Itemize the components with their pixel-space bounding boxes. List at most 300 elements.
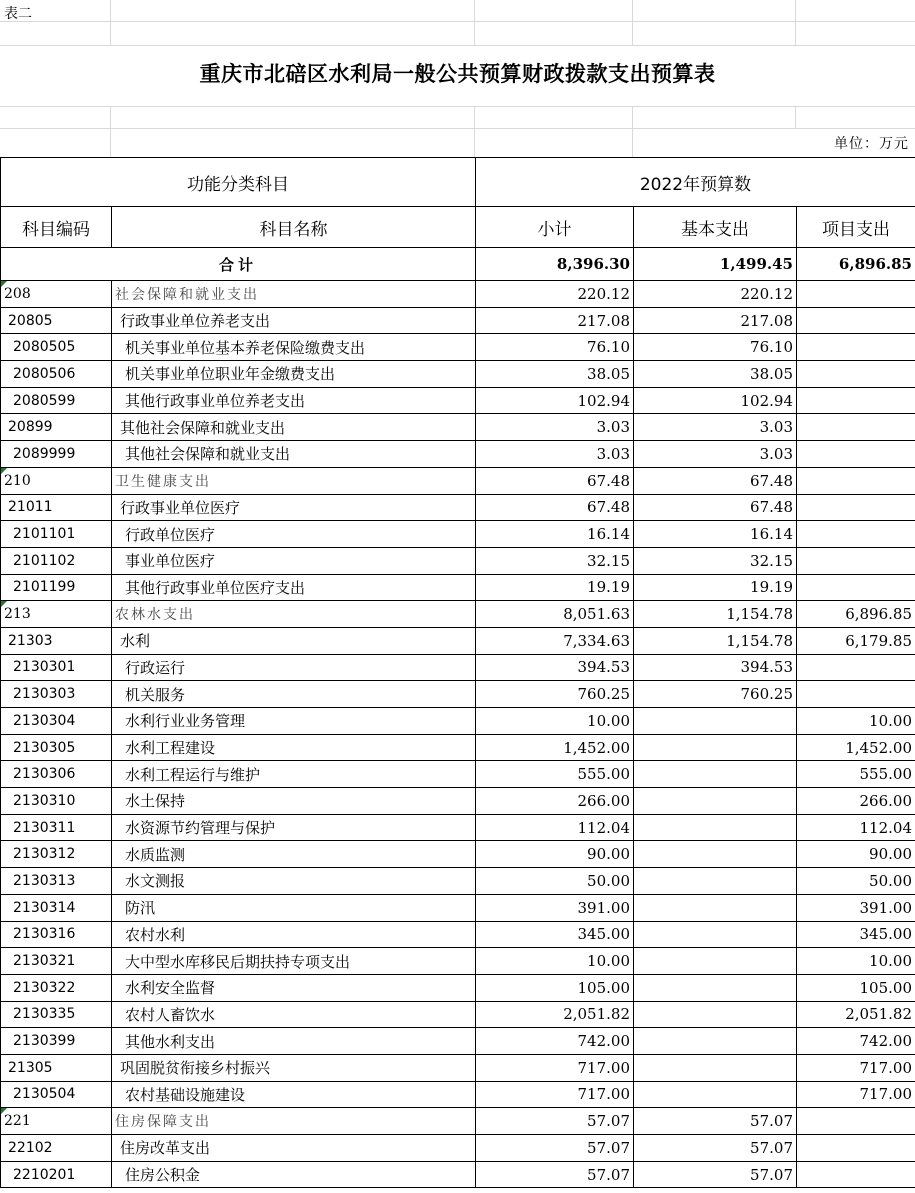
row-basic xyxy=(634,761,797,788)
row-project-text: 391.00 xyxy=(859,898,912,917)
row-project xyxy=(797,734,915,761)
row-name xyxy=(112,948,476,975)
row-code-text: 2101199 xyxy=(13,579,76,596)
row-name xyxy=(112,441,476,468)
row-subtotal xyxy=(476,494,634,521)
row-name xyxy=(112,387,476,414)
row-code xyxy=(1,1161,112,1188)
row-code-text: 2130310 xyxy=(13,792,76,809)
table-row xyxy=(1,547,915,574)
row-subtotal-text: 717.00 xyxy=(577,1058,630,1077)
row-code-text: 2130316 xyxy=(13,926,76,943)
row-name xyxy=(112,1054,476,1081)
row-name-text: 农村人畜饮水 xyxy=(125,1005,216,1024)
row-name xyxy=(112,494,476,521)
table-row xyxy=(1,361,915,388)
row-code xyxy=(1,868,112,895)
row-code-text: 2089999 xyxy=(13,445,76,462)
grid-line xyxy=(795,106,796,128)
row-code xyxy=(1,708,112,735)
table-row xyxy=(1,467,915,494)
table-row xyxy=(1,734,915,761)
total-project: 6,896.85 xyxy=(797,248,915,281)
row-subtotal xyxy=(476,467,634,494)
row-subtotal-text: 717.00 xyxy=(577,1085,630,1104)
row-name xyxy=(112,627,476,654)
row-name xyxy=(112,281,476,308)
grid-line xyxy=(795,0,796,45)
grid-line xyxy=(632,106,633,158)
grid-line xyxy=(0,106,915,107)
row-name xyxy=(112,1028,476,1055)
row-name xyxy=(112,1081,476,1108)
row-subtotal-text: 220.12 xyxy=(577,284,630,303)
row-project-text: 2,051.82 xyxy=(845,1005,912,1024)
row-project xyxy=(797,1161,915,1188)
row-project xyxy=(797,627,915,654)
row-basic xyxy=(634,868,797,895)
row-project-text: 90.00 xyxy=(869,845,912,864)
row-code-text: 22102 xyxy=(8,1139,53,1156)
row-name-text: 水利行业业务管理 xyxy=(125,712,246,731)
row-subtotal xyxy=(476,708,634,735)
row-subtotal-text: 266.00 xyxy=(577,791,630,810)
row-project xyxy=(797,921,915,948)
budget-table xyxy=(0,157,915,1188)
row-code xyxy=(1,601,112,628)
row-name xyxy=(112,574,476,601)
row-name xyxy=(112,708,476,735)
row-basic-text: 16.14 xyxy=(750,525,793,544)
row-subtotal xyxy=(476,414,634,441)
row-basic xyxy=(634,841,797,868)
row-project xyxy=(797,467,915,494)
row-subtotal-text: 112.04 xyxy=(577,818,630,837)
row-name xyxy=(112,894,476,921)
row-name-text: 水利工程建设 xyxy=(125,739,216,758)
row-name xyxy=(112,814,476,841)
row-code xyxy=(1,654,112,681)
header-function-class: 功能分类科目 xyxy=(1,158,476,207)
row-project xyxy=(797,894,915,921)
row-project-text: 555.00 xyxy=(859,765,912,784)
table-row xyxy=(1,281,915,308)
table-row xyxy=(1,1081,915,1108)
row-code xyxy=(1,281,112,308)
row-code xyxy=(1,387,112,414)
row-subtotal xyxy=(476,734,634,761)
row-project-text: 10.00 xyxy=(869,711,912,730)
row-subtotal-text: 32.15 xyxy=(587,551,630,570)
row-subtotal-text: 67.48 xyxy=(587,471,630,490)
row-project xyxy=(797,681,915,708)
row-subtotal-text: 16.14 xyxy=(587,525,630,544)
row-name xyxy=(112,521,476,548)
row-subtotal xyxy=(476,1028,634,1055)
row-subtotal-text: 67.48 xyxy=(587,498,630,517)
row-code xyxy=(1,948,112,975)
row-name-text: 水资源节约管理与保护 xyxy=(125,819,276,838)
row-code xyxy=(1,521,112,548)
row-code xyxy=(1,841,112,868)
table-row xyxy=(1,894,915,921)
row-basic xyxy=(634,281,797,308)
table-row xyxy=(1,708,915,735)
row-basic-text: 57.07 xyxy=(750,1138,793,1157)
row-name-text: 其他社会保障和就业支出 xyxy=(125,445,291,464)
row-subtotal-text: 742.00 xyxy=(577,1032,630,1051)
row-project xyxy=(797,494,915,521)
row-basic-text: 67.48 xyxy=(750,471,793,490)
row-basic-text: 32.15 xyxy=(750,551,793,570)
table-row xyxy=(1,414,915,441)
row-code-text: 2101101 xyxy=(13,526,76,543)
unit-label: 单位：万元 xyxy=(834,136,909,152)
row-basic xyxy=(634,1001,797,1028)
row-code xyxy=(1,441,112,468)
row-code xyxy=(1,788,112,815)
row-project xyxy=(797,334,915,361)
row-subtotal xyxy=(476,894,634,921)
row-code-text: 2130311 xyxy=(13,819,76,836)
table-row xyxy=(1,334,915,361)
sheet-label: 表二 xyxy=(4,6,32,22)
row-subtotal-text: 105.00 xyxy=(577,978,630,997)
row-name-text: 农林水支出 xyxy=(115,607,195,624)
row-basic-text: 57.07 xyxy=(750,1165,793,1184)
row-code-text: 2130314 xyxy=(13,899,76,916)
row-subtotal xyxy=(476,334,634,361)
row-name xyxy=(112,654,476,681)
header-row-group xyxy=(1,158,915,207)
row-name xyxy=(112,361,476,388)
row-basic xyxy=(634,654,797,681)
row-subtotal xyxy=(476,1054,634,1081)
row-subtotal xyxy=(476,1108,634,1135)
table-row xyxy=(1,1028,915,1055)
cell-marker-icon xyxy=(1,1108,7,1114)
row-basic-text: 102.94 xyxy=(740,391,793,410)
row-name-text: 水利工程运行与维护 xyxy=(125,765,261,784)
row-name-text: 其他行政事业单位养老支出 xyxy=(125,392,306,411)
row-name-text: 水文测报 xyxy=(125,872,186,891)
row-project xyxy=(797,414,915,441)
row-subtotal-text: 90.00 xyxy=(587,845,630,864)
row-basic-text: 67.48 xyxy=(750,498,793,517)
row-project-text: 742.00 xyxy=(859,1032,912,1051)
row-subtotal xyxy=(476,601,634,628)
row-name xyxy=(112,334,476,361)
cell-marker-icon xyxy=(1,281,7,287)
row-name-text: 行政单位医疗 xyxy=(125,525,216,544)
cell-marker-icon xyxy=(1,468,7,474)
row-basic xyxy=(634,734,797,761)
row-subtotal-text: 50.00 xyxy=(587,871,630,890)
row-basic-text: 760.25 xyxy=(740,685,793,704)
row-basic xyxy=(634,521,797,548)
row-project-text: 105.00 xyxy=(859,978,912,997)
table-row xyxy=(1,761,915,788)
row-code xyxy=(1,494,112,521)
row-code-text: 2130305 xyxy=(13,739,76,756)
row-project-text: 717.00 xyxy=(859,1058,912,1077)
row-code xyxy=(1,761,112,788)
grid-line xyxy=(0,128,915,129)
row-subtotal-text: 345.00 xyxy=(577,925,630,944)
row-subtotal-text: 102.94 xyxy=(577,391,630,410)
row-basic xyxy=(634,1054,797,1081)
table-row xyxy=(1,948,915,975)
row-subtotal xyxy=(476,441,634,468)
row-code-text: 21305 xyxy=(8,1059,53,1076)
row-code-text: 213 xyxy=(4,606,31,623)
row-name-text: 水利安全监督 xyxy=(125,979,216,998)
row-name xyxy=(112,307,476,334)
row-subtotal xyxy=(476,974,634,1001)
row-code-text: 2130322 xyxy=(13,979,76,996)
row-project xyxy=(797,1108,915,1135)
row-code-text: 2130312 xyxy=(13,846,76,863)
row-name xyxy=(112,734,476,761)
row-basic xyxy=(634,708,797,735)
row-basic xyxy=(634,414,797,441)
row-basic xyxy=(634,387,797,414)
row-name xyxy=(112,1001,476,1028)
row-subtotal xyxy=(476,521,634,548)
row-subtotal xyxy=(476,387,634,414)
row-code xyxy=(1,414,112,441)
row-subtotal-text: 3.03 xyxy=(596,418,630,437)
table-row xyxy=(1,441,915,468)
row-name-text: 事业单位医疗 xyxy=(125,552,216,571)
row-basic-text: 3.03 xyxy=(759,418,793,437)
row-basic xyxy=(634,467,797,494)
row-name-text: 社会保障和就业支出 xyxy=(115,286,259,303)
table-row xyxy=(1,921,915,948)
total-label: 合计 xyxy=(1,248,476,281)
row-project xyxy=(797,1054,915,1081)
row-subtotal-text: 19.19 xyxy=(587,578,630,597)
row-name-text: 农村水利 xyxy=(125,925,186,944)
table-row xyxy=(1,1108,915,1135)
grid-line xyxy=(0,21,915,22)
row-basic xyxy=(634,1135,797,1162)
header-code: 科目编码 xyxy=(1,207,112,248)
row-project xyxy=(797,654,915,681)
row-basic-text: 38.05 xyxy=(750,364,793,383)
row-subtotal-text: 57.07 xyxy=(587,1112,630,1131)
row-subtotal-text: 38.05 xyxy=(587,364,630,383)
row-basic-text: 76.10 xyxy=(750,338,793,357)
row-subtotal xyxy=(476,361,634,388)
row-basic-text: 394.53 xyxy=(740,658,793,677)
row-basic xyxy=(634,627,797,654)
row-code xyxy=(1,334,112,361)
row-code-text: 2130321 xyxy=(13,953,76,970)
row-basic xyxy=(634,307,797,334)
row-name xyxy=(112,547,476,574)
row-name xyxy=(112,788,476,815)
row-name xyxy=(112,1135,476,1162)
row-code xyxy=(1,574,112,601)
row-name xyxy=(112,868,476,895)
row-name-text: 住房公积金 xyxy=(125,1166,201,1185)
row-name-text: 住房保障支出 xyxy=(115,1114,211,1131)
row-project-text: 10.00 xyxy=(869,952,912,971)
row-name xyxy=(112,601,476,628)
row-name-text: 水质监测 xyxy=(125,845,186,864)
row-name xyxy=(112,467,476,494)
row-basic xyxy=(634,441,797,468)
row-name xyxy=(112,974,476,1001)
row-subtotal xyxy=(476,814,634,841)
row-project xyxy=(797,1028,915,1055)
row-project-text: 266.00 xyxy=(859,791,912,810)
row-code-text: 2080505 xyxy=(13,339,76,356)
row-name-text: 机关服务 xyxy=(125,685,186,704)
row-subtotal xyxy=(476,1081,634,1108)
total-subtotal: 8,396.30 xyxy=(476,248,634,281)
header-row-columns xyxy=(1,207,915,248)
row-code-text: 2130304 xyxy=(13,712,76,729)
row-basic-text: 220.12 xyxy=(740,284,793,303)
table-row xyxy=(1,1135,915,1162)
row-subtotal xyxy=(476,761,634,788)
row-subtotal-text: 76.10 xyxy=(587,338,630,357)
row-project xyxy=(797,361,915,388)
row-basic xyxy=(634,494,797,521)
row-subtotal xyxy=(476,654,634,681)
row-code-text: 210 xyxy=(4,472,31,489)
row-basic-text: 3.03 xyxy=(759,444,793,463)
table-row xyxy=(1,654,915,681)
row-name-text: 机关事业单位基本养老保险缴费支出 xyxy=(125,338,366,357)
row-project xyxy=(797,601,915,628)
table-row xyxy=(1,494,915,521)
row-basic-text: 1,154.78 xyxy=(726,631,793,650)
row-project xyxy=(797,307,915,334)
row-code xyxy=(1,361,112,388)
row-name xyxy=(112,681,476,708)
grid-line xyxy=(474,106,475,158)
row-code-text: 2130399 xyxy=(13,1033,76,1050)
table-row xyxy=(1,974,915,1001)
row-project xyxy=(797,761,915,788)
row-name xyxy=(112,921,476,948)
row-subtotal xyxy=(476,547,634,574)
row-name-text: 其他社会保障和就业支出 xyxy=(120,418,286,437)
row-name-text: 行政运行 xyxy=(125,658,186,677)
row-project xyxy=(797,441,915,468)
row-name-text: 机关事业单位职业年金缴费支出 xyxy=(125,365,336,384)
row-code-text: 2101102 xyxy=(13,552,76,569)
row-name-text: 其他行政事业单位医疗支出 xyxy=(125,578,306,597)
cell-marker-icon xyxy=(1,601,7,607)
header-project: 项目支出 xyxy=(797,207,915,248)
table-row xyxy=(1,601,915,628)
row-code xyxy=(1,1028,112,1055)
row-project-text: 1,452.00 xyxy=(845,738,912,757)
header-name: 科目名称 xyxy=(112,207,476,248)
row-name-text: 其他水利支出 xyxy=(125,1032,216,1051)
row-basic xyxy=(634,574,797,601)
row-basic xyxy=(634,1028,797,1055)
row-subtotal xyxy=(476,841,634,868)
row-code-text: 2210201 xyxy=(13,1166,76,1183)
row-name xyxy=(112,414,476,441)
row-project xyxy=(797,521,915,548)
row-subtotal-text: 391.00 xyxy=(577,898,630,917)
table-row xyxy=(1,521,915,548)
total-row xyxy=(1,248,915,281)
row-subtotal-text: 10.00 xyxy=(587,952,630,971)
row-project xyxy=(797,788,915,815)
row-code-text: 20805 xyxy=(8,312,53,329)
row-basic xyxy=(634,921,797,948)
row-subtotal xyxy=(476,948,634,975)
row-project-text: 50.00 xyxy=(869,871,912,890)
row-subtotal-text: 760.25 xyxy=(577,685,630,704)
row-project xyxy=(797,574,915,601)
row-name-text: 住房改革支出 xyxy=(120,1139,211,1158)
row-code-text: 2130301 xyxy=(13,659,76,676)
row-name-text: 农村基础设施建设 xyxy=(125,1085,246,1104)
header-subtotal: 小计 xyxy=(476,207,634,248)
grid-line xyxy=(110,106,111,158)
row-code xyxy=(1,627,112,654)
row-project xyxy=(797,1001,915,1028)
row-subtotal xyxy=(476,574,634,601)
row-basic xyxy=(634,601,797,628)
row-project xyxy=(797,547,915,574)
table-row xyxy=(1,627,915,654)
row-subtotal xyxy=(476,1135,634,1162)
row-subtotal-text: 217.08 xyxy=(577,311,630,330)
row-basic xyxy=(634,974,797,1001)
row-project-text: 345.00 xyxy=(859,925,912,944)
row-subtotal-text: 2,051.82 xyxy=(563,1005,630,1024)
row-project-text: 6,179.85 xyxy=(845,631,912,650)
row-code xyxy=(1,734,112,761)
row-code xyxy=(1,681,112,708)
row-name-text: 水土保持 xyxy=(125,792,186,811)
row-code-text: 221 xyxy=(4,1113,31,1130)
row-code-text: 2080599 xyxy=(13,392,76,409)
table-row xyxy=(1,574,915,601)
row-subtotal xyxy=(476,681,634,708)
row-project xyxy=(797,1081,915,1108)
row-project xyxy=(797,868,915,895)
row-basic xyxy=(634,1081,797,1108)
row-basic xyxy=(634,948,797,975)
row-code xyxy=(1,307,112,334)
row-basic xyxy=(634,681,797,708)
row-project xyxy=(797,948,915,975)
row-subtotal xyxy=(476,281,634,308)
row-subtotal-text: 555.00 xyxy=(577,765,630,784)
row-subtotal xyxy=(476,627,634,654)
row-code xyxy=(1,1054,112,1081)
row-subtotal-text: 8,051.63 xyxy=(563,605,630,624)
table-row xyxy=(1,307,915,334)
row-code-text: 2130303 xyxy=(13,686,76,703)
row-name-text: 大中型水库移民后期扶持专项支出 xyxy=(125,952,351,971)
row-code-text: 21011 xyxy=(8,499,53,516)
row-name xyxy=(112,841,476,868)
row-basic xyxy=(634,1108,797,1135)
header-budget-year: 2022年预算数 xyxy=(476,158,915,207)
row-basic-text: 19.19 xyxy=(750,578,793,597)
